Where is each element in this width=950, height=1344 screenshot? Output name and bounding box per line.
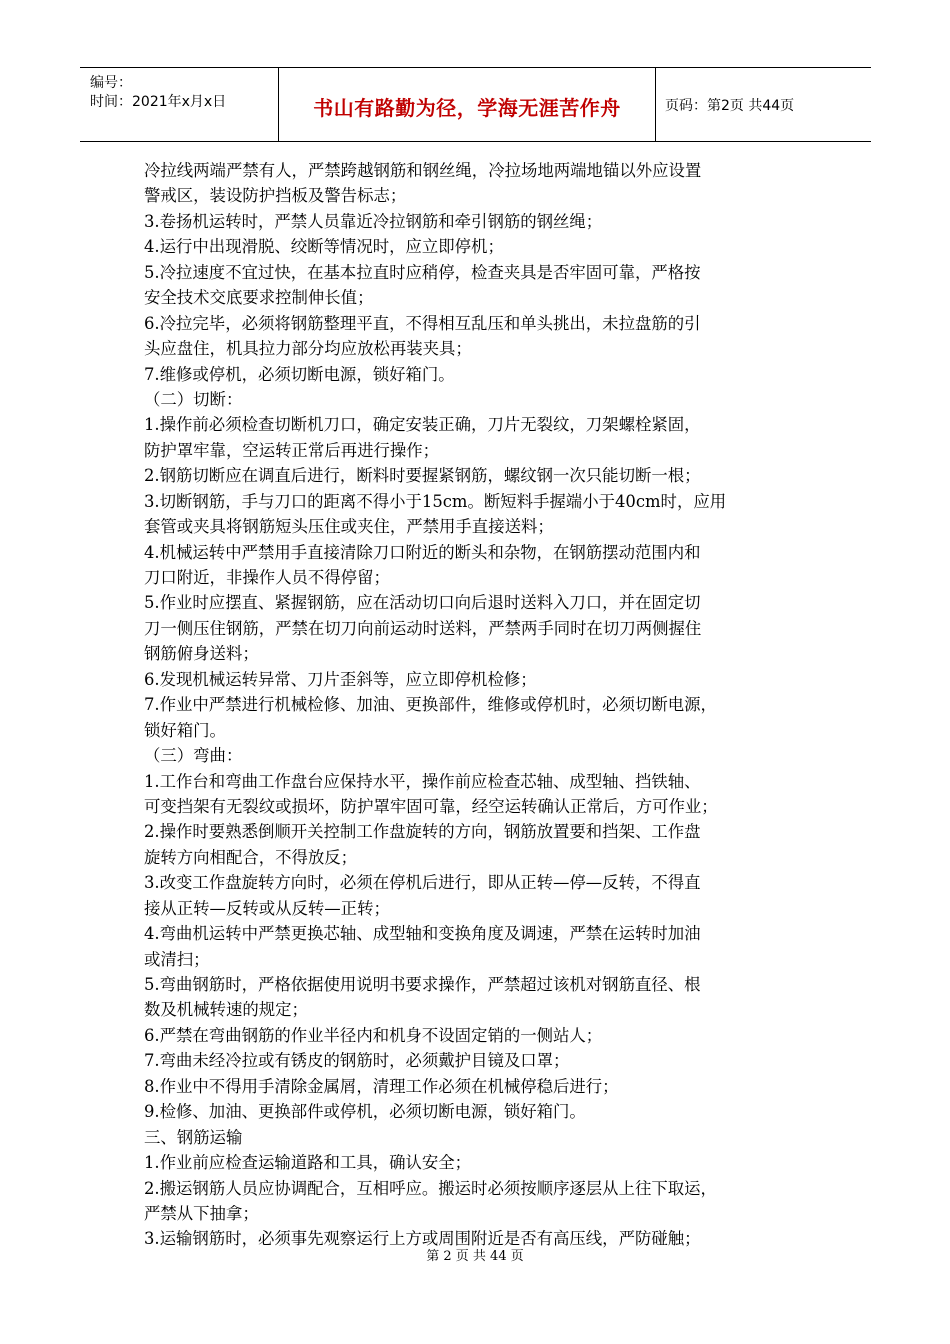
header-page-number: 页码：第2页 共44页 xyxy=(665,98,795,114)
text-line: （二）切断： xyxy=(144,389,243,409)
text-line: 6.冷拉完毕，必须将钢筋整理平直，不得相互乱压和单头挑出，未拉盘筋的引 xyxy=(144,313,701,333)
text-line: 4.弯曲机运转中严禁更换芯轴、成型轴和变换角度及调速，严禁在运转时加油 xyxy=(144,924,701,944)
text-line: 冷拉线两端严禁有人，严禁跨越钢筋和钢丝绳，冷拉场地两端地锚以外应设置 xyxy=(144,161,702,180)
text-line: 3.运输钢筋时，必须事先观察运行上方或周围附近是否有高压线，严防碰触； xyxy=(144,1229,701,1249)
text-line: 钢筋俯身送料； xyxy=(144,644,259,664)
text-line: 6.严禁在弯曲钢筋的作业半径内和机身不设固定销的一侧站人； xyxy=(144,1025,603,1045)
text-line: 7.维修或停机，必须切断电源，锁好箱门。 xyxy=(144,364,455,384)
text-line: 可变挡架有无裂纹或损坏，防护罩牢固可靠，经空运转确认正常后，方可作业； xyxy=(144,796,718,816)
text-line: 锁好箱门。 xyxy=(144,720,226,740)
text-line: 数及机械转速的规定； xyxy=(144,1000,308,1020)
header-meta-cell xyxy=(80,68,278,141)
text-line: 3.切断钢筋，手与刀口的距离不得小于15cm。断短料手握端小于40cm时，应用 xyxy=(144,491,727,511)
header-motto: 书山有路勤为径，学海无涯苦作舟 xyxy=(313,96,621,120)
header-page-cell xyxy=(655,68,871,141)
text-line: 安全技术交底要求控制伸长值； xyxy=(144,288,374,308)
text-line: 4.运行中出现滑脱、绞断等情况时，应立即停机； xyxy=(144,237,504,257)
text-line: 或清扫； xyxy=(144,949,210,969)
text-line: 1.作业前应检查运输道路和工具，确认安全； xyxy=(144,1153,472,1173)
text-line: 三、钢筋运输 xyxy=(144,1127,243,1147)
text-line: 旋转方向相配合，不得放反； xyxy=(144,847,358,867)
text-line: 2.搬运钢筋人员应协调配合，互相呼应。搬运时必须按顺序逐层从上往下取运， xyxy=(144,1178,717,1198)
text-line: 7.弯曲未经冷拉或有锈皮的钢筋时，必须戴护目镜及口罩； xyxy=(144,1051,570,1071)
text-line: 2.钢筋切断应在调直后进行，断料时要握紧钢筋，螺纹钢一次只能切断一根； xyxy=(144,466,701,486)
text-line: 4.机械运转中严禁用手直接清除刀口附近的断头和杂物，在钢筋摆动范围内和 xyxy=(144,542,701,562)
text-line: 5.作业时应摆直、紧握钢筋，应在活动切口向后退时送料入刀口，并在固定切 xyxy=(144,593,701,613)
text-line: 刀口附近，非操作人员不得停留； xyxy=(144,568,390,587)
text-line: 5.冷拉速度不宜过快，在基本拉直时应稍停，检查夹具是否牢固可靠，严格按 xyxy=(144,262,701,282)
document-number: 编号： xyxy=(90,75,132,91)
text-line: 8.作业中不得用手清除金属屑，清理工作必须在机械停稳后进行； xyxy=(144,1076,619,1096)
text-line: 接从正转—反转或从反转—正转； xyxy=(144,898,390,918)
text-line: 1.操作前必须检查切断机刀口，确定安装正确，刀片无裂纹，刀架螺栓紧固， xyxy=(144,415,701,435)
text-line: 警戒区，装设防护挡板及警告标志； xyxy=(144,186,407,206)
text-line: 6.发现机械运转异常、刀片歪斜等，应立即停机检修； xyxy=(144,669,537,689)
text-line: 头应盘住，机具拉力部分均应放松再装夹具； xyxy=(144,339,472,359)
page-header xyxy=(80,67,871,142)
document-body xyxy=(144,158,824,1252)
text-line: 1.工作台和弯曲工作盘台应保持水平，操作前应检查芯轴、成型轴、挡铁轴、 xyxy=(144,771,701,791)
text-line: （三）弯曲： xyxy=(144,746,243,766)
text-line: 套管或夹具将钢筋短头压住或夹住，严禁用手直接送料； xyxy=(144,517,554,537)
text-line: 7.作业中严禁进行机械检修、加油、更换部件，维修或停机时，必须切断电源， xyxy=(144,695,717,715)
text-line: 刀一侧压住钢筋，严禁在切刀向前运动时送料，严禁两手同时在切刀两侧握住 xyxy=(144,618,702,638)
text-line: 严禁从下抽拿； xyxy=(144,1203,259,1223)
text-line: 3.卷扬机运转时，严禁人员靠近冷拉钢筋和牵引钢筋的钢丝绳； xyxy=(144,211,603,231)
text-line: 3.改变工作盘旋转方向时，必须在停机后进行，即从正转—停—反转，不得直 xyxy=(144,873,701,893)
document-time: 时间：2021年x月x日 xyxy=(90,94,227,110)
text-line: 9.检修、加油、更换部件或停机，必须切断电源，锁好箱门。 xyxy=(144,1102,586,1122)
page-footer: 第 2 页 共 44 页 xyxy=(426,1249,524,1264)
text-line: 防护罩牢靠，空运转正常后再进行操作； xyxy=(144,440,440,460)
header-motto-cell xyxy=(278,68,656,141)
text-line: 5.弯曲钢筋时，严格依据使用说明书要求操作，严禁超过该机对钢筋直径、根 xyxy=(144,975,701,994)
text-line: 2.操作时要熟悉倒顺开关控制工作盘旋转的方向，钢筋放置要和挡架、工作盘 xyxy=(144,822,701,842)
